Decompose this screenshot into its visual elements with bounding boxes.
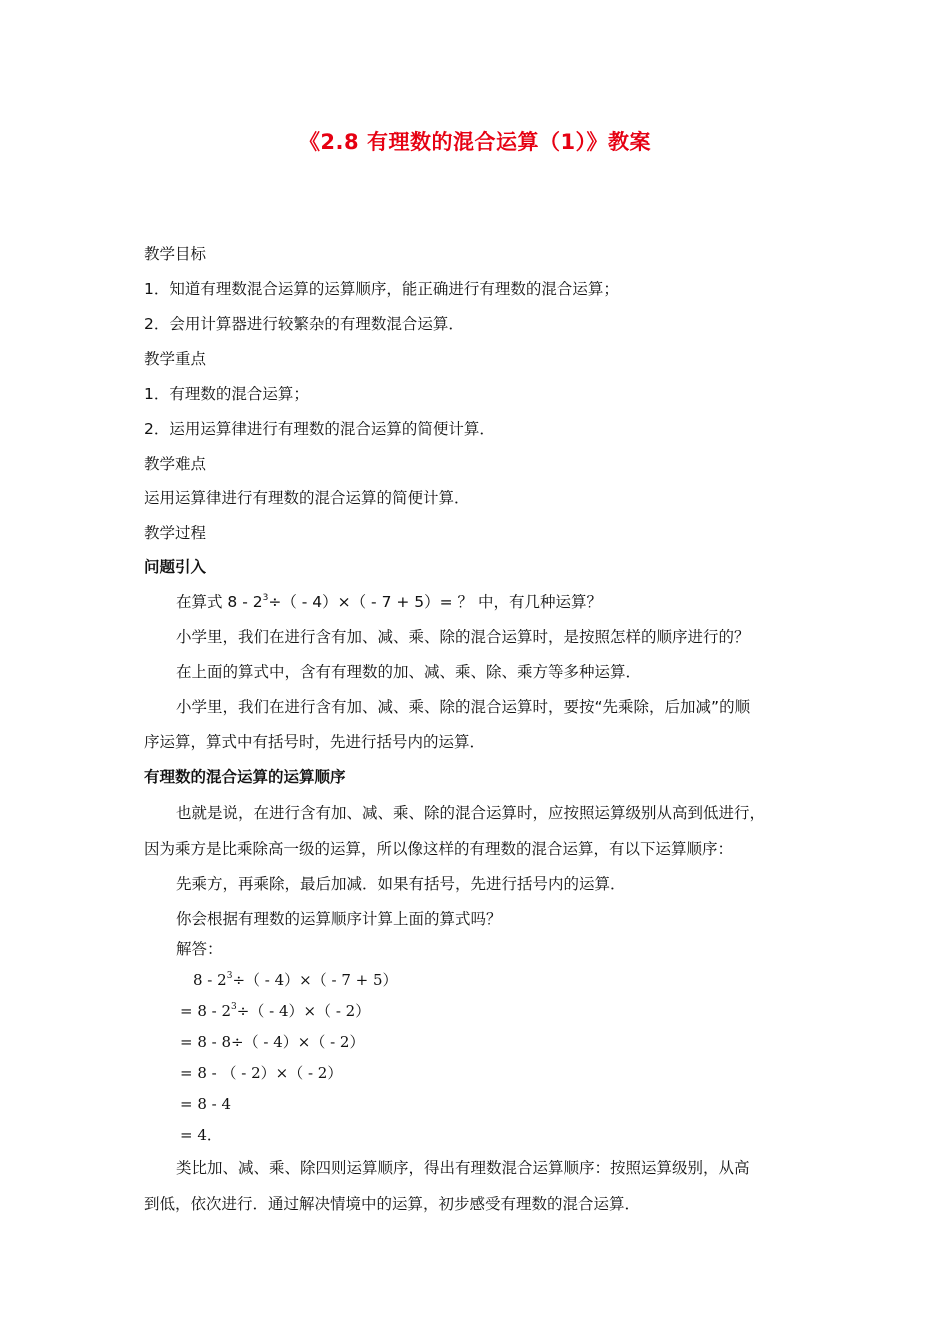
exponent: 3: [262, 593, 269, 603]
exponent: 3: [231, 1002, 237, 1012]
intro-paragraph-4b: 序运算，算式中有括号时，先进行括号内的运算．: [144, 733, 486, 751]
difficulty-item: 运用运算律进行有理数的混合运算的简便计算．: [144, 489, 470, 507]
summary-paragraph-a: 类比加、减、乘、除四则运算顺序，得出有理数混合运算顺序：按照运算级别，从高: [176, 1159, 750, 1177]
answer-label: 解答：: [176, 940, 223, 958]
math-step-1-post: ÷（ - 4）×（ - 7 + 5）: [232, 971, 398, 989]
intro-paragraph-1: [176, 592, 602, 612]
order-heading: 有理数的混合运算的运算顺序: [144, 768, 346, 786]
order-paragraph-1a: 也就是说，在进行含有加、减、乘、除的混合运算时，应按照运算级别从高到低进行，: [176, 804, 766, 822]
order-paragraph-3: 你会根据有理数的运算顺序计算上面的算式吗？: [176, 910, 502, 928]
key-point-2: 2．运用运算律进行有理数的混合运算的简便计算．: [144, 420, 495, 438]
goal-item-1: 1．知道有理数混合运算的运算顺序，能正确进行有理数的混合运算；: [144, 280, 619, 298]
order-paragraph-1b: 因为乘方是比乘除高一级的运算，所以像这样的有理数的混合运算，有以下运算顺序：: [144, 840, 734, 858]
math-step-2: [180, 1001, 370, 1021]
document-title: 《2.8 有理数的混合运算（1）》教案: [298, 130, 652, 154]
math-step-1: [193, 970, 398, 990]
math-step-2-post: ÷（ - 4）×（ - 2）: [236, 1002, 371, 1020]
math-step-3: = 8 - 8÷（ - 4）×（ - 2）: [180, 1033, 365, 1051]
goals-heading: 教学目标: [144, 245, 207, 263]
key-points-heading: 教学重点: [144, 350, 207, 368]
order-paragraph-2: 先乘方，再乘除，最后加减．如果有括号，先进行括号内的运算．: [176, 875, 626, 893]
intro-heading: 问题引入: [144, 558, 207, 576]
difficulty-heading: 教学难点: [144, 455, 207, 473]
intro-paragraph-3: 在上面的算式中，含有有理数的加、减、乘、除、乘方等多种运算．: [176, 663, 642, 681]
process-heading: 教学过程: [144, 524, 207, 542]
intro-expression-post: ÷（ - 4）×（ - 7 + 5）= ？ 中，有几种运算？: [268, 593, 602, 611]
summary-paragraph-b: 到低，依次进行．通过解决情境中的运算，初步感受有理数的混合运算．: [144, 1195, 641, 1213]
intro-paragraph-4a: 小学里，我们在进行含有加、减、乘、除的混合运算时，要按“先乘除，后加减”的顺: [176, 698, 751, 716]
math-step-2-pre: = 8 - 2: [180, 1002, 232, 1020]
math-step-1-pre: 8 - 2: [193, 971, 227, 989]
intro-expression-pre: 在算式 8 - 2: [176, 593, 263, 611]
intro-paragraph-2: 小学里，我们在进行含有加、减、乘、除的混合运算时，是按照怎样的顺序进行的？: [176, 628, 750, 646]
math-step-4: = 8 - （ - 2）×（ - 2）: [180, 1064, 343, 1082]
key-point-1: 1．有理数的混合运算；: [144, 385, 309, 403]
exponent: 3: [226, 971, 233, 981]
goal-item-2: 2．会用计算器进行较繁杂的有理数混合运算．: [144, 315, 464, 333]
math-step-5: = 8 - 4: [180, 1095, 232, 1113]
math-step-6: = 4．: [180, 1126, 222, 1144]
